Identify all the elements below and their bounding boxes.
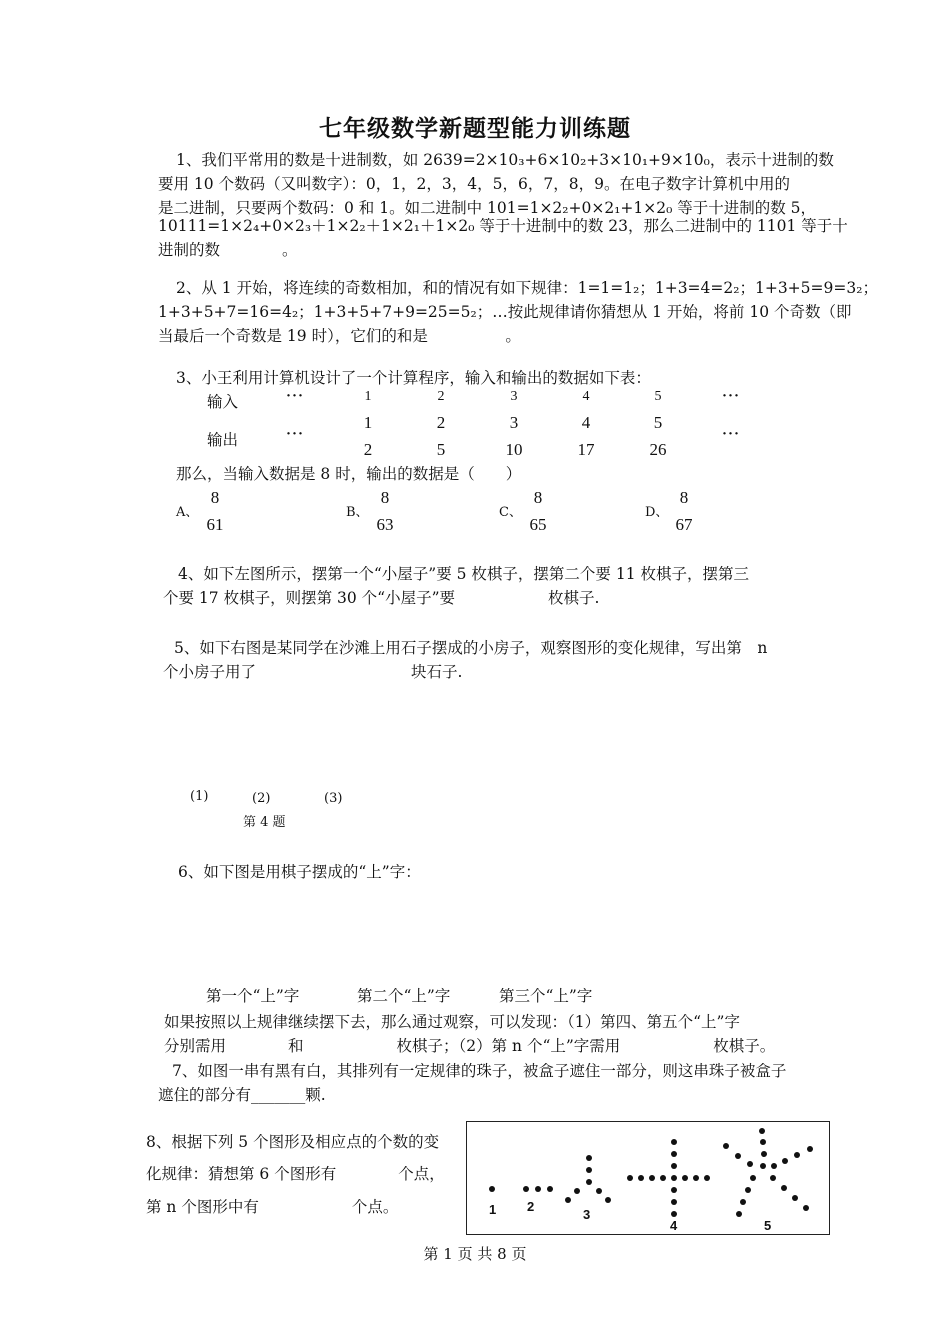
q3-input-cell: 3 <box>510 389 518 404</box>
fig8-dot <box>596 1188 602 1194</box>
fig8-dot <box>771 1163 777 1169</box>
q3-option-a-letter: A、 <box>176 505 199 520</box>
fig8-label-2: 2 <box>527 1199 535 1214</box>
q3-output-ellipsis-right: ··· <box>722 426 741 442</box>
q3-option-b-numerator: 8 <box>380 488 390 507</box>
fig8-label-4: 4 <box>670 1218 678 1233</box>
q3-input-cell: 5 <box>654 389 662 404</box>
q3-option-d-numerator: 8 <box>679 488 689 507</box>
q3-input-ellipsis-right: ··· <box>722 388 741 404</box>
fig8-dot <box>803 1205 809 1211</box>
fig8-dot <box>671 1151 677 1157</box>
q3-option-d-denominator: 67 <box>675 515 693 534</box>
q3-intro: 3、小王利用计算机设计了一个计算程序，输入和输出的数据如下表： <box>176 369 651 387</box>
q3-output-denominator: 26 <box>649 440 667 459</box>
fig8-dot <box>760 1139 766 1145</box>
q6-caption-1: 第一个“上”字 <box>206 987 300 1005</box>
q3-output-numerator: 3 <box>509 413 519 432</box>
q6-caption-2: 第二个“上”字 <box>357 987 451 1005</box>
page-footer: 第 1 页 共 8 页 <box>423 1245 527 1263</box>
fig8-dot <box>782 1158 788 1164</box>
fig8-dot <box>807 1146 813 1152</box>
q7-line1: 7、如图一串有黑有白，其排列有一定规律的珠子，被盒子遮住一部分，则这串珠子被盒子 <box>172 1062 787 1080</box>
fig8-dot <box>671 1175 677 1181</box>
q3-input-cell: 2 <box>437 389 445 404</box>
fig8-dot <box>660 1175 666 1181</box>
fig8-dot <box>759 1128 765 1134</box>
q3-input-ellipsis-left: ··· <box>286 388 305 404</box>
fig8-dot <box>682 1175 688 1181</box>
fig8-label-1: 1 <box>489 1202 497 1217</box>
q6-caption-3: 第三个“上”字 <box>499 987 593 1005</box>
q1-line5: 进制的数 。 <box>158 241 298 259</box>
fig8-dot <box>750 1175 756 1181</box>
fig8-dot <box>671 1211 677 1217</box>
q3-question: 那么，当输入数据是 8 时，输出的数据是（ ） <box>176 465 522 483</box>
fig8-dot <box>638 1175 644 1181</box>
q3-output-denominator: 10 <box>505 440 523 459</box>
fig8-dot <box>704 1175 710 1181</box>
q3-output-numerator: 5 <box>653 413 663 432</box>
q3-option-a-denominator: 61 <box>206 515 224 534</box>
fig8-box <box>466 1121 830 1235</box>
q3-option-c-numerator: 8 <box>533 488 543 507</box>
fig8-dot <box>723 1143 729 1149</box>
q7-line2: 遮住的部分有_______颗. <box>158 1086 326 1104</box>
fig4-label-2: (2) <box>252 791 271 806</box>
q3-output-numerator: 4 <box>581 413 591 432</box>
fig8-dot <box>671 1199 677 1205</box>
fig8-dot <box>535 1186 541 1192</box>
fig8-dot <box>747 1161 753 1167</box>
q3-output-denominator: 5 <box>436 440 446 459</box>
q8-line1: 8、根据下列 5 个图形及相应点的个数的变 <box>146 1133 440 1151</box>
fig8-dot <box>586 1167 592 1173</box>
q3-input-cell: 4 <box>582 389 590 404</box>
fig8-dot <box>760 1163 766 1169</box>
q3-input-label: 输入 <box>207 393 239 411</box>
q2-line2: 1+3+5+7=16=4₂；1+3+5+7+9=25=5₂；…按此规律请你猜想从 1 开始，将前 10 个奇数（即 <box>158 303 852 321</box>
q6-intro: 6、如下图是用棋子摆成的“上”字： <box>178 863 421 881</box>
fig8-dot <box>761 1151 767 1157</box>
fig8-dot <box>649 1175 655 1181</box>
q2-line3: 当最后一个奇数是 19 时），它们的和是 。 <box>158 327 521 345</box>
fig8-dot <box>770 1175 776 1181</box>
fig8-dot <box>745 1187 751 1193</box>
fig8-dot <box>586 1179 592 1185</box>
fig8-dot <box>693 1175 699 1181</box>
q3-output-ellipsis-left: ··· <box>286 426 305 442</box>
fig8-dot <box>565 1197 571 1203</box>
q3-input-cell: 1 <box>364 389 372 404</box>
fig8-dot <box>735 1153 741 1159</box>
q3-option-b-letter: B、 <box>346 505 369 520</box>
fig8-label-5: 5 <box>764 1218 772 1233</box>
q3-option-c-letter: C、 <box>499 505 522 520</box>
q1-line1: 1、我们平常用的数是十进制数，如 2639=2×10₃+6×10₂+3×10₁+9×10₀，表示十进制的数 <box>176 151 834 169</box>
q3-option-c-denominator: 65 <box>529 515 547 534</box>
q1-line3: 是二进制，只要两个数码：0 和 1。如二进制中 101=1×2₂+0×2₁+1×2₀ 等于十进制的数 5， <box>158 199 817 217</box>
fig4-caption: 第 4 题 <box>243 815 286 830</box>
fig8-dot <box>671 1187 677 1193</box>
fig4-label-3: (3) <box>324 791 343 806</box>
fig8-dot <box>671 1139 677 1145</box>
q5-line1: 5、如下右图是某同学在沙滩上用石子摆成的小房子，观察图形的变化规律，写出第 n <box>174 639 768 657</box>
q3-output-denominator: 17 <box>577 440 595 459</box>
page-title: 七年级数学新题型能力训练题 <box>319 115 631 142</box>
fig8-dot <box>671 1163 677 1169</box>
q3-output-denominator: 2 <box>363 440 373 459</box>
q3-output-label: 输出 <box>207 431 239 449</box>
fig8-dot <box>627 1175 633 1181</box>
fig8-dot <box>489 1186 495 1192</box>
fig8-dot <box>794 1152 800 1158</box>
q4-line1: 4、如下左图所示，摆第一个“小屋子”要 5 枚棋子，摆第二个要 11 枚棋子，摆第三 <box>178 565 750 583</box>
q3-option-a-numerator: 8 <box>210 488 220 507</box>
q6-line2: 分别需用 和 枚棋子；（2）第 n 个“上”字需用 枚棋子。 <box>164 1037 776 1055</box>
fig8-dot-patterns <box>467 1122 829 1234</box>
q3-option-b-denominator: 63 <box>376 515 394 534</box>
fig8-dot <box>586 1155 592 1161</box>
fig8-dot <box>781 1185 787 1191</box>
q3-output-numerator: 1 <box>363 413 373 432</box>
q3-option-d-letter: D、 <box>645 505 669 520</box>
fig8-dot <box>547 1186 553 1192</box>
fig8-dot <box>523 1186 529 1192</box>
q8-line2: 化规律：猜想第 6 个图形有 个点， <box>146 1165 445 1183</box>
q3-output-numerator: 2 <box>436 413 446 432</box>
fig8-dot <box>740 1199 746 1205</box>
fig8-label-3: 3 <box>583 1207 591 1222</box>
q1-line2: 要用 10 个数码（又叫数字）：0，1，2，3，4，5，6，7，8，9。在电子数字计算机中用的 <box>158 175 790 193</box>
fig8-dot <box>574 1188 580 1194</box>
q4-line2: 个要 17 枚棋子，则摆第 30 个“小屋子”要 枚棋子. <box>163 589 600 607</box>
q1-line4: 10111=1×2₄+0×2₃＋1×2₂＋1×2₁＋1×2₀ 等于十进制中的数 23，那么二进制中的 1101 等于十 <box>158 217 848 235</box>
q5-line2: 个小房子用了 块石子. <box>163 663 463 681</box>
fig8-dot <box>605 1197 611 1203</box>
q8-line3: 第 n 个图形中有 个点。 <box>146 1198 399 1216</box>
fig8-dot <box>792 1195 798 1201</box>
q2-line1: 2、从 1 开始，将连续的奇数相加，和的情况有如下规律：1=1=1₂；1+3=4=2₂；1+3+5=9=3₂； <box>176 279 878 297</box>
q6-line1: 如果按照以上规律继续摆下去，那么通过观察，可以发现：（1）第四、第五个“上”字 <box>164 1013 740 1031</box>
fig4-label-1: (1) <box>190 789 209 804</box>
fig8-dot <box>736 1211 742 1217</box>
